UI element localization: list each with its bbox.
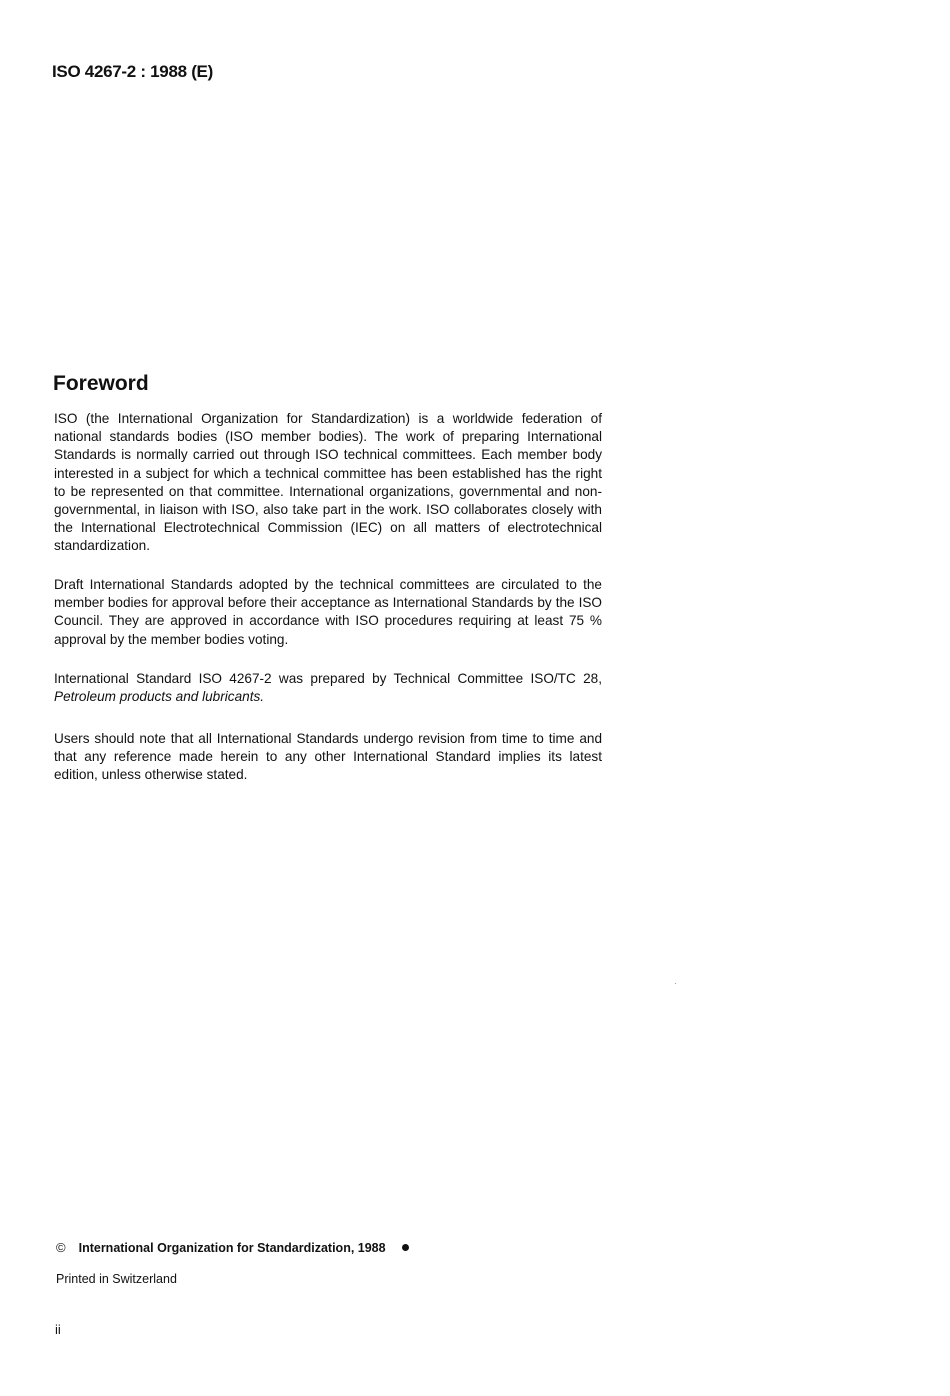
- page-number: ii: [55, 1322, 61, 1337]
- printed-in: Printed in Switzerland: [56, 1272, 177, 1286]
- copyright-text: International Organization for Standardization, 1988: [78, 1240, 386, 1255]
- bullet-dot-icon: [402, 1244, 409, 1251]
- foreword-paragraph-2: Draft International Standards adopted by the technical committees are circulated to the member bodies for approval before their acceptance as International Standards by the ISO Council. They are approved in accordance with ISO procedures requiring at least 75 % approval by the member bodies voting.: [54, 577, 602, 647]
- foreword-paragraph-3: [54, 670, 602, 706]
- committee-statement: International Standard ISO 4267-2 was prepared by Technical Committee ISO/TC 28,: [54, 671, 602, 686]
- scan-speck: [675, 983, 676, 984]
- document-id: ISO 4267-2 : 1988 (E): [52, 62, 213, 81]
- foreword-paragraph-4: Users should note that all International Standards undergo revision from time to time and that any reference made herein to any other International Standard implies its latest edition, unless otherwise stated.: [54, 731, 602, 783]
- foreword-title: Foreword: [53, 372, 149, 395]
- committee-subject: Petroleum products and lubricants.: [54, 689, 265, 705]
- copyright-icon: ©: [56, 1240, 66, 1255]
- copyright-line: [56, 1240, 409, 1255]
- foreword-paragraph-1: ISO (the International Organization for Standardization) is a worldwide federation of national standards bodies (ISO member bodies). The work of preparing International Standards is normally carried out through ISO technical committees. Each member body interested in a subject for which a technical committee has been established has the right to be represented on that committee. International organizations, governmental and non-governmental, in liaison with ISO, also take part in the work. ISO collaborates closely with the International Electrotechnical Commission (IEC) on all matters of electrotechnical standardization.: [54, 411, 602, 554]
